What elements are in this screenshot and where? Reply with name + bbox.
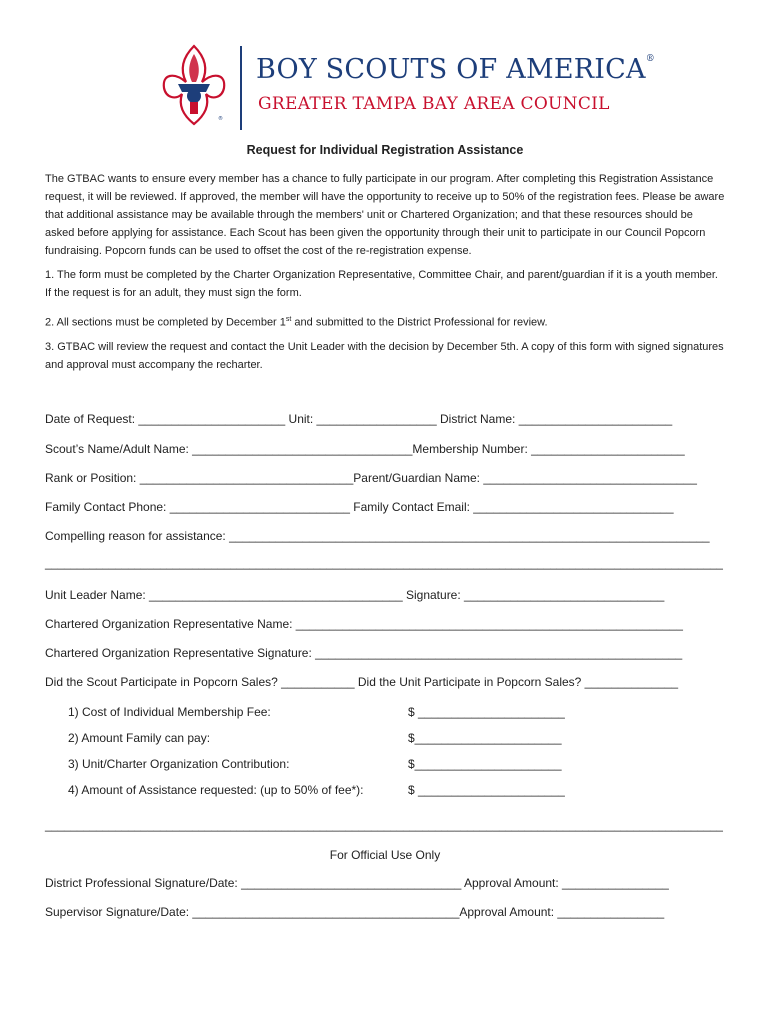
reason-field-continued[interactable]: __________________________________________________________________________________________________________ bbox=[45, 558, 723, 570]
instruction-1: 1. The form must be completed by the Charter Organization Representative, Committee Chair, and parent/guardian if it is a youth member. If the request is for an adult, they must sign the form. bbox=[45, 269, 718, 299]
contact-phone-email-fields[interactable]: Family Contact Phone: ___________________________ Family Contact Email: ______________________________ bbox=[45, 500, 674, 514]
cost-label: 3) Unit/Charter Organization Contribution: bbox=[68, 757, 290, 771]
council-name: GREATER TAMPA BAY AREA COUNCIL bbox=[258, 94, 610, 114]
reason-field[interactable]: Compelling reason for assistance: ________________________________________________________________________ bbox=[45, 529, 710, 543]
cor-signature-field[interactable]: Chartered Organization Representative Signature: _______________________________________________________ bbox=[45, 646, 683, 660]
cost-amount-field[interactable]: $ ______________________ bbox=[408, 783, 565, 797]
form-title: Request for Individual Registration Assistance bbox=[246, 143, 524, 157]
popcorn-fields[interactable]: Did the Scout Participate in Popcorn Sales? ___________ Did the Unit Participate in Popcorn Sales? ______________ bbox=[45, 675, 679, 689]
org-name: BOY SCOUTS OF AMERICA® bbox=[256, 54, 655, 85]
supervisor-fields[interactable]: Supervisor Signature/Date: ________________________________________Approval Amount: ________________ bbox=[45, 905, 665, 919]
cor-name-field[interactable]: Chartered Organization Representative Name: __________________________________________________________ bbox=[45, 617, 683, 631]
intro-paragraph: The GTBAC wants to ensure every member has a chance to fully participate in our program. After completing this Registration Assistance request, it will be reviewed. If approved, the member will have the opportunity to receive up to 50% of the registration fees. Please be aware that additional assistance may be available through the members' unit or Chartered Organization; and that these resources should be asked before applying for assistance. Each Scout has been given the opportunity through their unit to participate in our Council Popcorn fundraising. Popcorn funds can be used to offset the cost of the re-registration expense. bbox=[45, 173, 725, 257]
section-divider: __________________________________________________________________________________________________________ bbox=[45, 820, 723, 832]
name-membership-fields[interactable]: Scout’s Name/Adult Name: _________________________________Membership Number: _______________________ bbox=[45, 442, 685, 456]
official-use-heading: For Official Use Only bbox=[329, 848, 441, 862]
date-unit-district-fields[interactable]: Date of Request: ______________________ Unit: __________________ District Name: _______________________ bbox=[45, 412, 673, 426]
letterhead bbox=[160, 44, 655, 134]
cost-label: 1) Cost of Individual Membership Fee: bbox=[68, 705, 271, 719]
instruction-3: 3. GTBAC will review the request and contact the Unit Leader with the decision by December 5th. A copy of this form with signed signatures and approval must accompany the recharter. bbox=[45, 341, 724, 371]
cost-label: 4) Amount of Assistance requested: (up to 50% of fee*): bbox=[68, 783, 364, 797]
cost-amount-field[interactable]: $______________________ bbox=[408, 757, 562, 771]
cost-amount-field[interactable]: $ ______________________ bbox=[408, 705, 565, 719]
svg-text:®: ® bbox=[218, 116, 223, 122]
instruction-2: 2. All sections must be completed by December 1st and submitted to the District Professional for review. bbox=[45, 316, 548, 329]
unit-leader-fields[interactable]: Unit Leader Name: ______________________________________ Signature: ______________________________ bbox=[45, 588, 665, 602]
fleur-de-lis-eagle-icon bbox=[160, 44, 228, 128]
rank-parent-fields[interactable]: Rank or Position: ________________________________Parent/Guardian Name: ________________________________ bbox=[45, 471, 697, 485]
header-divider bbox=[240, 46, 242, 130]
cost-amount-field[interactable]: $______________________ bbox=[408, 731, 562, 745]
cost-label: 2) Amount Family can pay: bbox=[68, 731, 211, 745]
district-professional-fields[interactable]: District Professional Signature/Date: _________________________________ Approval Amount: ________________ bbox=[45, 876, 669, 890]
